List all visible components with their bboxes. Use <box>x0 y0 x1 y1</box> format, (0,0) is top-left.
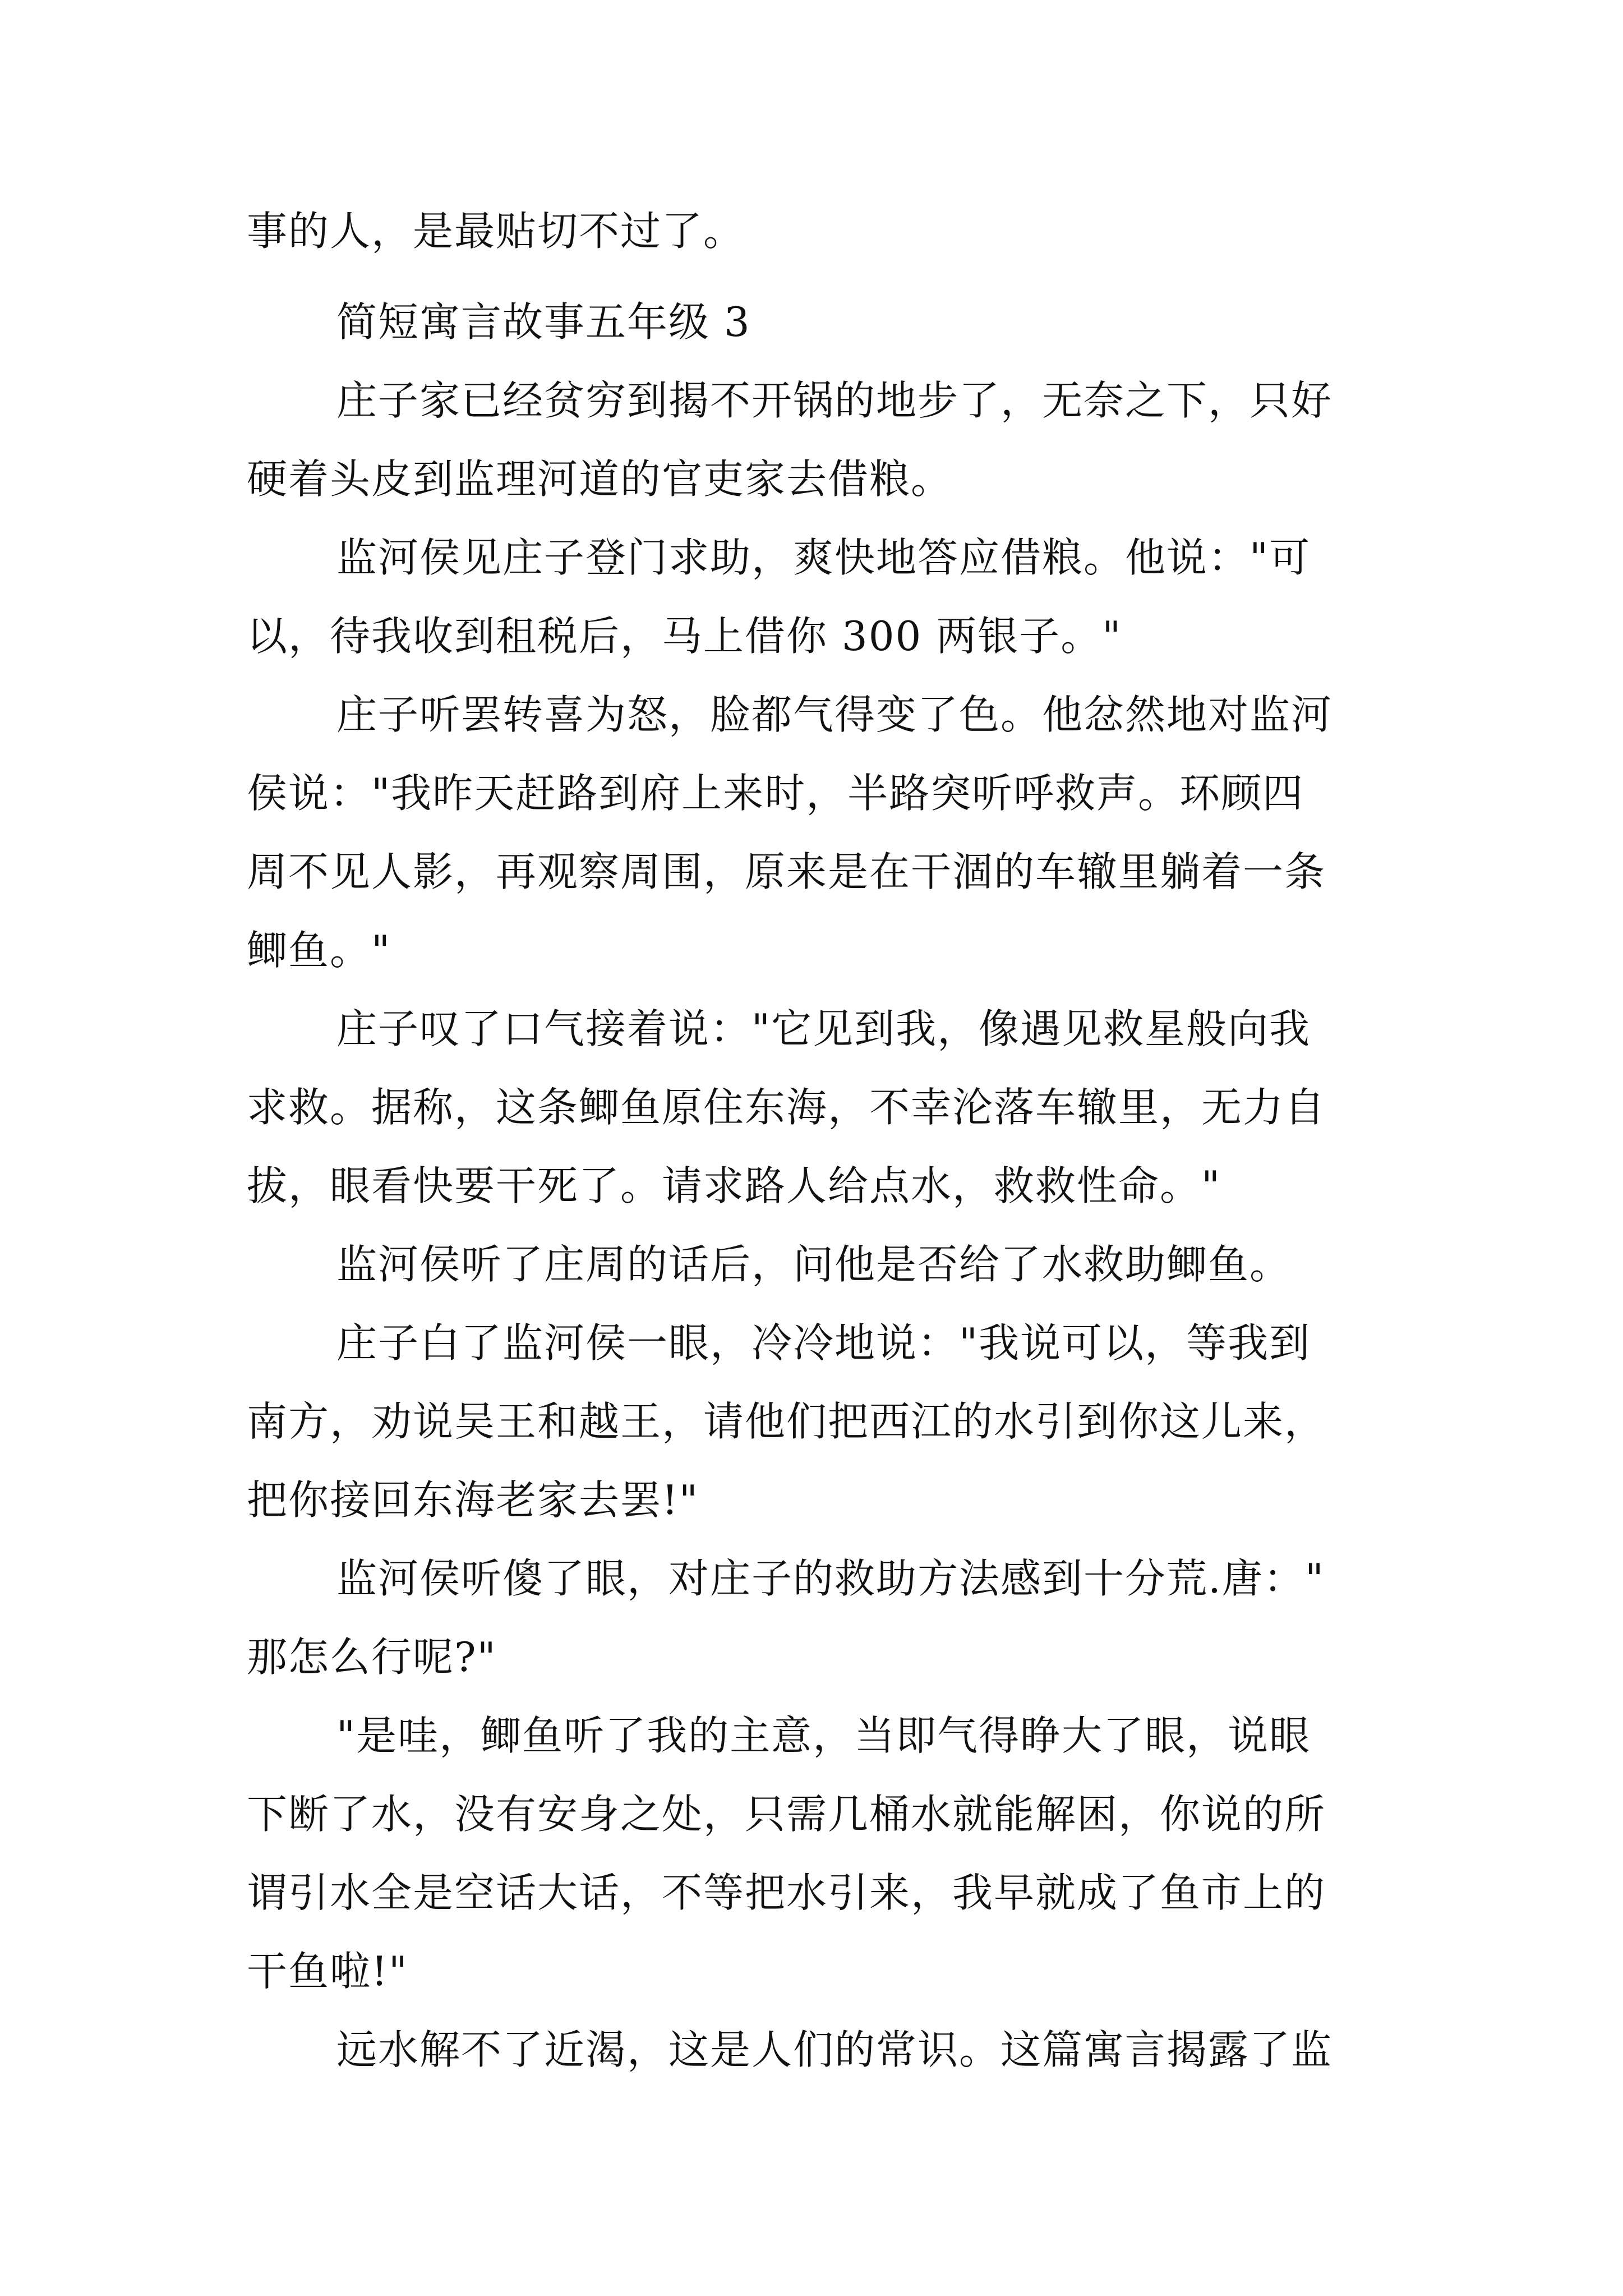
text-line: 硬着头皮到监理河道的官吏家去借粮。 <box>247 455 953 503</box>
text-line: 侯说："我昨天赶路到府上来时，半路突听呼救声。环顾四 <box>247 770 1304 817</box>
text-line: 求救。据称，这条鲫鱼原住东海，不幸沦落车辙里，无力自 <box>247 1084 1326 1131</box>
text-line: 远水解不了近渴，这是人们的常识。这篇寓言揭露了监 <box>336 2026 1333 2073</box>
text-line: 下断了水，没有安身之处，只需几桶水就能解困，你说的所 <box>247 1791 1326 1838</box>
text-line: 把你接回东海老家去罢!" <box>247 1476 699 1524</box>
text-line: 干鱼啦!" <box>247 1948 409 1995</box>
text-line: 庄子听罢转喜为怒，脸都气得变了色。他忿然地对监河 <box>336 691 1333 738</box>
text-line: 监河侯听了庄周的话后，问他是否给了水救助鲫鱼。 <box>336 1241 1292 1288</box>
text-line: 谓引水全是空话大话，不等把水引来，我早就成了鱼市上的 <box>247 1869 1326 1916</box>
text-line: 庄子白了监河侯一眼，冷冷地说："我说可以，等我到 <box>336 1319 1311 1366</box>
text-line: 鲫鱼。" <box>247 927 391 974</box>
text-line: 监河侯见庄子登门求助，爽快地答应借粮。他说："可 <box>336 534 1311 581</box>
text-line: 南方，劝说吴王和越王，请他们把西江的水引到你这儿来， <box>247 1398 1326 1445</box>
text-line: 监河侯听傻了眼，对庄子的救助方法感到十分荒.唐：" <box>336 1555 1325 1602</box>
text-line: "是哇，鲫鱼听了我的主意，当即气得睁大了眼，说眼 <box>336 1712 1311 1759</box>
text-line: 庄子家已经贫穷到揭不开锅的地步了，无奈之下，只好 <box>336 377 1333 424</box>
text-line: 周不见人影，再观察周围，原来是在干涸的车辙里躺着一条 <box>247 848 1326 895</box>
text-line: 拔，眼看快要干死了。请求路人给点水，救救性命。" <box>247 1162 1221 1209</box>
text-line: 事的人，是最贴切不过了。 <box>247 208 745 255</box>
text-line: 那怎么行呢?" <box>247 1634 497 1681</box>
section-heading: 简短寓言故事五年级 3 <box>336 298 751 346</box>
text-line: 以，待我收到租税后，马上借你 300 两银子。" <box>247 613 1122 660</box>
text-line: 庄子叹了口气接着说："它见到我，像遇见救星般向我 <box>336 1005 1311 1052</box>
